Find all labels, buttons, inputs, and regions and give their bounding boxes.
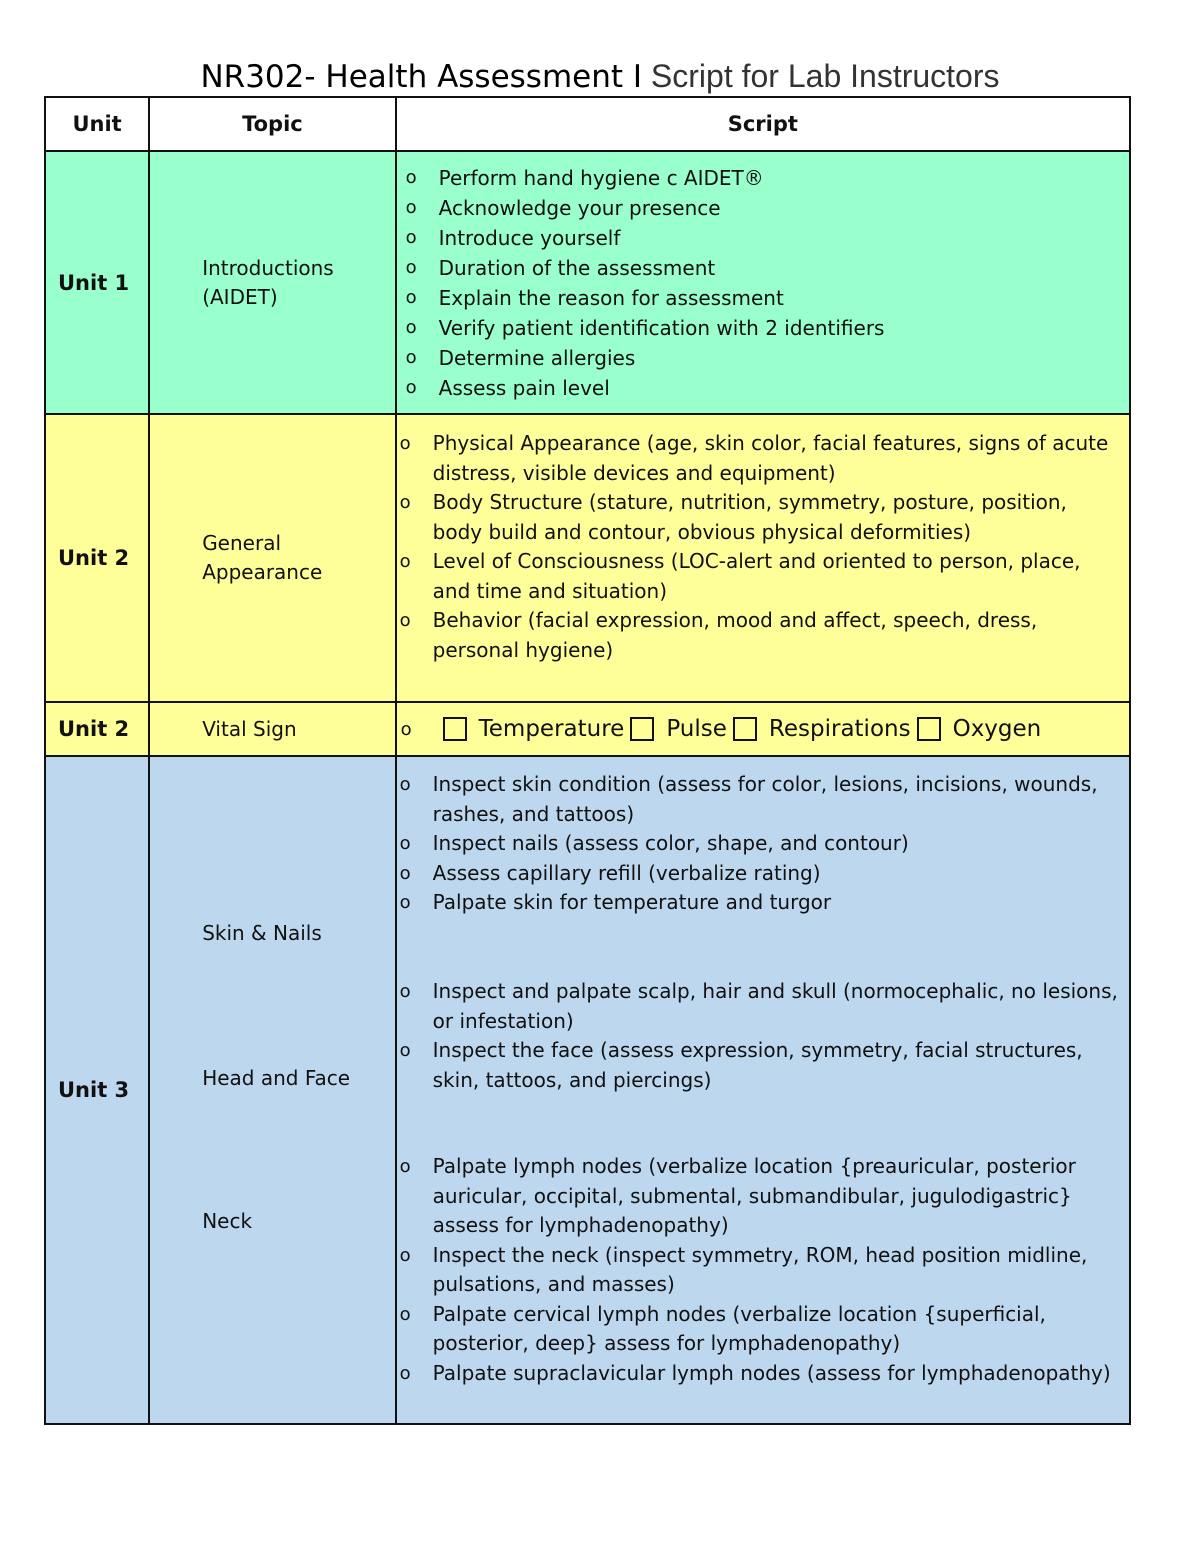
topic-line: Appearance [202,560,323,584]
script-item: o Palpate cervical lymph nodes (verbalize location {superficial, posterior, deep} assess for lymphadenopathy) [397,1300,1129,1359]
check-respirations[interactable] [729,716,911,742]
script-item: o Explain the reason for assessment [397,283,1129,313]
topic-cell [149,414,395,702]
title-course: NR302- Health Assessment I [200,59,643,95]
script-item: o Duration of the assessment [397,253,1129,283]
topic-skin-nails: Skin & Nails [202,921,322,945]
check-label: Temperature [478,716,625,742]
check-temperature[interactable] [439,716,625,742]
unit-cell: Unit 2 [45,702,149,756]
check-label: Oxygen [952,716,1042,742]
topic-line: General [202,531,282,555]
row-unit3 [45,756,1130,1424]
script-item: o Behavior (facial expression, mood and affect, speech, dress, personal hygiene) [397,606,1129,665]
script-list-neck [397,1152,1129,1388]
script-item: o Body Structure (stature, nutrition, symmetry, posture, position, body build and contour, obvious physical deformities) [397,488,1129,547]
script-cell [396,414,1130,702]
page-title [0,56,1200,97]
script-cell [396,151,1130,414]
topic-neck: Neck [202,1209,253,1233]
script-item: o Introduce yourself [397,223,1129,253]
check-label: Respirations [768,716,911,742]
script-item: o Determine allergies [397,343,1129,373]
header-unit: Unit [45,97,149,151]
topic-cell [149,756,395,1424]
script-item: o Palpate lymph nodes (verbalize location {preauricular, posterior auricular, occipital, submental, submandibular, jugulodigastric} assess for lymphadenopathy) [397,1152,1129,1241]
script-item: o Palpate supraclavicular lymph nodes (assess for lymphadenopathy) [397,1359,1129,1389]
check-pulse[interactable] [626,716,727,742]
checkbox-icon[interactable] [630,717,654,741]
script-cell [396,756,1130,1424]
unit-cell: Unit 2 [45,414,149,702]
checkbox-icon[interactable] [733,717,757,741]
checkbox-icon[interactable] [443,717,467,741]
script-list-skin [397,770,1129,918]
script-stack [397,758,1129,1422]
script-list [397,163,1129,403]
header-row [45,97,1130,151]
script-item: o Assess capillary refill (verbalize rating) [397,859,1129,889]
script-item: o Acknowledge your presence [397,193,1129,223]
topic-head-face: Head and Face [202,1066,351,1090]
checkbox-icon[interactable] [917,717,941,741]
script-item: o Level of Consciousness (LOC-alert and oriented to person, place, and time and situation) [397,547,1129,606]
script-item: o Perform hand hygiene c AIDET® [397,163,1129,193]
script-item: o Inspect skin condition (assess for color, lesions, incisions, wounds, rashes, and tattoos) [397,770,1129,829]
header-topic: Topic [149,97,395,151]
script-cell [396,702,1130,756]
check-label: Pulse [666,716,727,742]
topic-line: (AIDET) [202,284,278,309]
row-aidet [45,151,1130,414]
row-vital-sign [45,702,1130,756]
bullet-icon: o [400,718,412,740]
script-list [397,429,1129,665]
script-item: o Palpate skin for temperature and turgor [397,888,1129,918]
script-item: o Inspect the face (assess expression, symmetry, facial structures, skin, tattoos, and piercings) [397,1036,1129,1095]
row-general-appearance [45,414,1130,702]
unit-cell: Unit 3 [45,756,149,1424]
script-item: o Assess pain level [397,373,1129,403]
topic-cell [149,151,395,414]
unit-cell: Unit 1 [45,151,149,414]
script-item: o Verify patient identification with 2 identifiers [397,313,1129,343]
script-table [44,96,1131,1425]
vital-checklist [397,703,1129,755]
script-item: o Inspect nails (assess color, shape, and contour) [397,829,1129,859]
topic-stack [150,758,394,1422]
header-script: Script [396,97,1130,151]
script-item: o Inspect and palpate scalp, hair and skull (normocephalic, no lesions, or infestation) [397,977,1129,1036]
script-item: o Inspect the neck (inspect symmetry, ROM, head position midline, pulsations, and masses) [397,1241,1129,1300]
script-item: o Physical Appearance (age, skin color, facial features, signs of acute distress, visible devices and equipment) [397,429,1129,488]
topic-line: Introductions [202,255,334,280]
title-subtitle: Script for Lab Instructors [642,58,1000,94]
check-oxygen[interactable] [913,716,1042,742]
topic-cell: Vital Sign [149,702,395,756]
script-list-head [397,977,1129,1095]
